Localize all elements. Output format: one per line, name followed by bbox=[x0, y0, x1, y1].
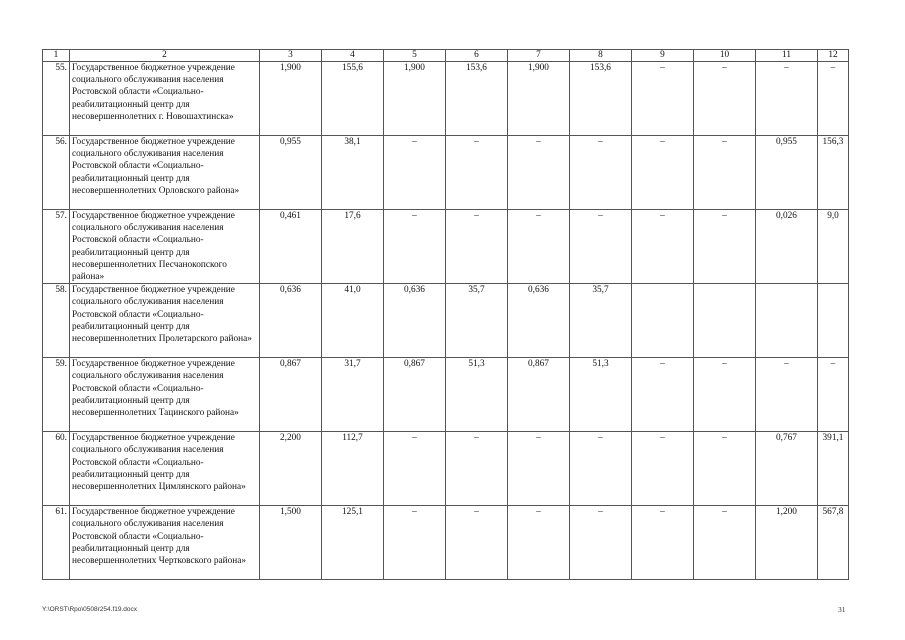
institution-name: Государственное бюджетное учреждение социального обслуживания населения Ростовской области «Социально-реабилитационный центр для несовершеннолетних Чертковского района» bbox=[70, 506, 260, 580]
value-cell-c12 bbox=[818, 284, 849, 358]
value-cell-c5: – bbox=[384, 210, 446, 284]
value-cell-c11: 0,767 bbox=[756, 432, 818, 506]
value-cell-c11 bbox=[756, 284, 818, 358]
value-cell-c3: 0,867 bbox=[260, 358, 322, 432]
value-cell-c7: 1,900 bbox=[508, 62, 570, 136]
header-cell-9: 9 bbox=[632, 50, 694, 62]
value-cell-c10: – bbox=[694, 506, 756, 580]
value-cell-c4: 155,6 bbox=[322, 62, 384, 136]
page-number: 31 bbox=[838, 605, 846, 614]
value-cell-c3: 0,461 bbox=[260, 210, 322, 284]
header-cell-8: 8 bbox=[570, 50, 632, 62]
row-number: 61. bbox=[43, 506, 70, 580]
value-cell-c12: 391,1 bbox=[818, 432, 849, 506]
header-cell-2: 2 bbox=[70, 50, 260, 62]
value-cell-c8: 153,6 bbox=[570, 62, 632, 136]
value-cell-c6: 51,3 bbox=[446, 358, 508, 432]
value-cell-c3: 0,636 bbox=[260, 284, 322, 358]
value-cell-c5: 0,867 bbox=[384, 358, 446, 432]
value-cell-c10: – bbox=[694, 210, 756, 284]
value-cell-c3: 2,200 bbox=[260, 432, 322, 506]
institution-name: Государственное бюджетное учреждение социального обслуживания населения Ростовской области «Социально-реабилитационный центр для несовершеннолетних Песчанокопского района» bbox=[70, 210, 260, 284]
header-cell-11: 11 bbox=[756, 50, 818, 62]
header-cell-12: 12 bbox=[818, 50, 849, 62]
value-cell-c4: 31,7 bbox=[322, 358, 384, 432]
value-cell-c10: – bbox=[694, 62, 756, 136]
value-cell-c7: – bbox=[508, 506, 570, 580]
value-cell-c11: 0,955 bbox=[756, 136, 818, 210]
value-cell-c4: 112,7 bbox=[322, 432, 384, 506]
value-cell-c4: 38,1 bbox=[322, 136, 384, 210]
value-cell-c10: – bbox=[694, 358, 756, 432]
institution-name: Государственное бюджетное учреждение социального обслуживания населения Ростовской области «Социально-реабилитационный центр для несовершеннолетних Орловского района» bbox=[70, 136, 260, 210]
value-cell-c7: 0,636 bbox=[508, 284, 570, 358]
value-cell-c11: – bbox=[756, 358, 818, 432]
header-row bbox=[43, 50, 849, 62]
value-cell-c4: 17,6 bbox=[322, 210, 384, 284]
value-cell-c10: – bbox=[694, 432, 756, 506]
value-cell-c9: – bbox=[632, 506, 694, 580]
header-cell-5: 5 bbox=[384, 50, 446, 62]
value-cell-c9: – bbox=[632, 432, 694, 506]
table-row bbox=[43, 284, 849, 358]
row-number: 55. bbox=[43, 62, 70, 136]
value-cell-c8: 51,3 bbox=[570, 358, 632, 432]
value-cell-c8: – bbox=[570, 136, 632, 210]
value-cell-c11: 1,200 bbox=[756, 506, 818, 580]
table-row bbox=[43, 506, 849, 580]
value-cell-c3: 1,900 bbox=[260, 62, 322, 136]
value-cell-c9: – bbox=[632, 136, 694, 210]
value-cell-c3: 1,500 bbox=[260, 506, 322, 580]
value-cell-c6: – bbox=[446, 136, 508, 210]
value-cell-c3: 0,955 bbox=[260, 136, 322, 210]
footer-file-path: Y:\ORST\Rpo\0508r254.f19.docx bbox=[42, 606, 138, 613]
value-cell-c12: 9,0 bbox=[818, 210, 849, 284]
value-cell-c6: – bbox=[446, 210, 508, 284]
header-cell-7: 7 bbox=[508, 50, 570, 62]
header-cell-3: 3 bbox=[260, 50, 322, 62]
value-cell-c5: 1,900 bbox=[384, 62, 446, 136]
value-cell-c6: 35,7 bbox=[446, 284, 508, 358]
table-row bbox=[43, 210, 849, 284]
value-cell-c7: – bbox=[508, 210, 570, 284]
value-cell-c8: – bbox=[570, 210, 632, 284]
value-cell-c7: – bbox=[508, 136, 570, 210]
table-row bbox=[43, 62, 849, 136]
value-cell-c5: 0,636 bbox=[384, 284, 446, 358]
value-cell-c12: – bbox=[818, 358, 849, 432]
header-cell-4: 4 bbox=[322, 50, 384, 62]
header-cell-6: 6 bbox=[446, 50, 508, 62]
table-row bbox=[43, 432, 849, 506]
value-cell-c5: – bbox=[384, 136, 446, 210]
header-cell-10: 10 bbox=[694, 50, 756, 62]
value-cell-c12: – bbox=[818, 62, 849, 136]
value-cell-c7: – bbox=[508, 432, 570, 506]
value-cell-c9: – bbox=[632, 210, 694, 284]
value-cell-c9: – bbox=[632, 62, 694, 136]
table-body bbox=[43, 62, 849, 580]
value-cell-c12: 156,3 bbox=[818, 136, 849, 210]
table-row bbox=[43, 136, 849, 210]
row-number: 56. bbox=[43, 136, 70, 210]
value-cell-c11: – bbox=[756, 62, 818, 136]
row-number: 59. bbox=[43, 358, 70, 432]
value-cell-c10 bbox=[694, 284, 756, 358]
value-cell-c8: 35,7 bbox=[570, 284, 632, 358]
value-cell-c4: 41,0 bbox=[322, 284, 384, 358]
institution-name: Государственное бюджетное учреждение социального обслуживания населения Ростовской области «Социально-реабилитационный центр для несовершеннолетних Пролетарского района» bbox=[70, 284, 260, 358]
value-cell-c6: – bbox=[446, 506, 508, 580]
institution-name: Государственное бюджетное учреждение социального обслуживания населения Ростовской области «Социально-реабилитационный центр для несовершеннолетних Тацинского района» bbox=[70, 358, 260, 432]
value-cell-c12: 567,8 bbox=[818, 506, 849, 580]
value-cell-c11: 0,026 bbox=[756, 210, 818, 284]
value-cell-c9 bbox=[632, 284, 694, 358]
value-cell-c6: – bbox=[446, 432, 508, 506]
institution-name: Государственное бюджетное учреждение социального обслуживания населения Ростовской области «Социально-реабилитационный центр для несовершеннолетних г. Новошахтинска» bbox=[70, 62, 260, 136]
row-number: 60. bbox=[43, 432, 70, 506]
row-number: 58. bbox=[43, 284, 70, 358]
value-cell-c5: – bbox=[384, 506, 446, 580]
value-cell-c8: – bbox=[570, 432, 632, 506]
table-row bbox=[43, 358, 849, 432]
header-cell-1: 1 bbox=[43, 50, 70, 62]
value-cell-c6: 153,6 bbox=[446, 62, 508, 136]
value-cell-c7: 0,867 bbox=[508, 358, 570, 432]
value-cell-c10: – bbox=[694, 136, 756, 210]
budget-table bbox=[42, 49, 849, 580]
value-cell-c5: – bbox=[384, 432, 446, 506]
value-cell-c9: – bbox=[632, 358, 694, 432]
institution-name: Государственное бюджетное учреждение социального обслуживания населения Ростовской области «Социально-реабилитационный центр для несовершеннолетних Цимлянского района» bbox=[70, 432, 260, 506]
row-number: 57. bbox=[43, 210, 70, 284]
value-cell-c4: 125,1 bbox=[322, 506, 384, 580]
value-cell-c8: – bbox=[570, 506, 632, 580]
